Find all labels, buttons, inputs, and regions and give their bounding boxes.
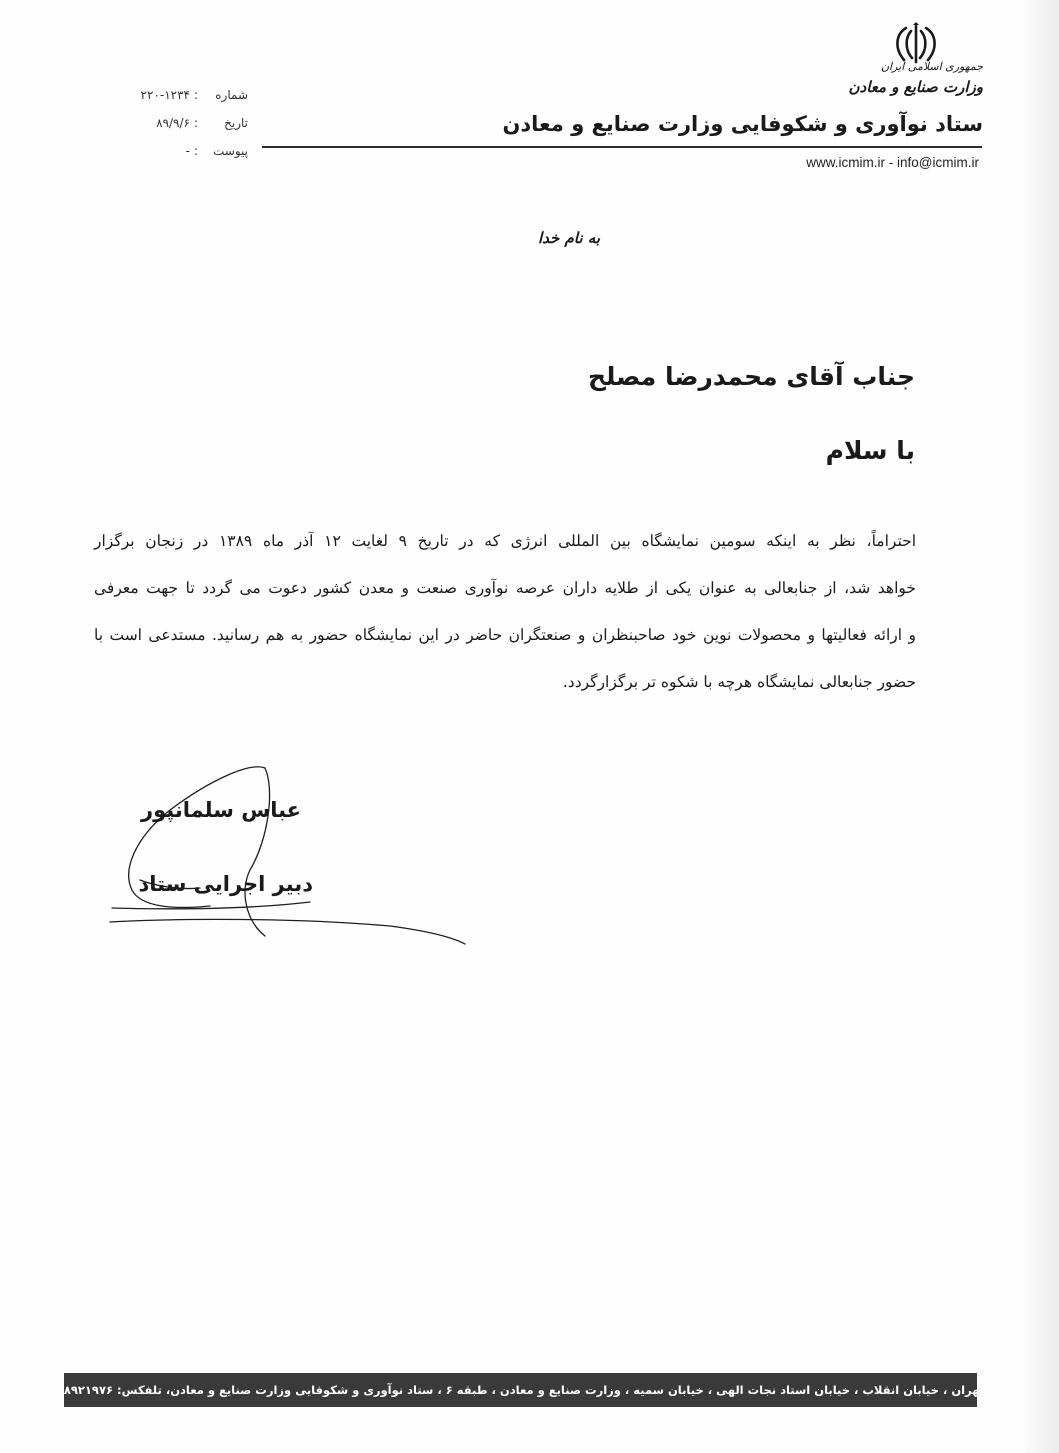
meta-date-row [110, 116, 248, 144]
ministry-line1: جمهوری اسلامی ایران [880, 60, 983, 73]
body-line: حضور جنابعالی نمایشگاه هرچه با شکوه تر برگزارگردد. [562, 673, 916, 691]
footer-bar [56, 1373, 985, 1407]
footer-address: تهران ، خیابان انقلاب ، خیابان استاد نجات الهی ، خیابان سمیه ، وزارت صنایع و معادن ، طبقه ۶ ، ستاد نوآوری و شکوفایی وزارت صنایع و معادن، تلفکس: ۸۸۹۲۱۹۷۶ [56, 1383, 985, 1397]
signer-name: عباس سلمانپور [141, 798, 301, 822]
recipient: جناب آقای محمدرضا مصلح [587, 362, 915, 391]
body-line: خواهد شد، از جنابعالی به عنوان یکی از طلایه داران عرصه نوآوری صنعت و معدن کشور دعوت می گردد تا جهت معرفی [94, 579, 916, 597]
page-edge-shadow [1025, 0, 1059, 1453]
body-line: احتراماً، نظر به اینکه سومین نمایشگاه بین المللی انرژی که در تاریخ ۹ لغایت ۱۲ آذر ماه ۱۳۸۹ در زنجان برگزار [94, 532, 917, 550]
signer-title: دبیر اجرایی ستاد [138, 872, 313, 896]
meta-attachment-label: پیوست [213, 144, 248, 158]
meta-attachment-value: - [185, 144, 190, 158]
meta-number-label: شماره [215, 88, 248, 102]
ministry-name: وزارت صنایع و معادن [848, 78, 983, 96]
meta-colon: : [193, 116, 199, 130]
greeting: با سلام [825, 436, 915, 465]
meta-attachment-row [110, 144, 248, 172]
meta-colon: : [193, 88, 199, 102]
letter-meta [110, 88, 248, 172]
meta-date-label: تاریخ [224, 116, 248, 130]
body-line: و ارائه فعالیتها و محصولات نوین خود صاحبنظران و صنعتگران حاضر در این نمایشگاه حضور به هم رسانید. مستدعی است با [94, 626, 916, 644]
organization-name: ستاد نوآوری و شکوفایی وزارت صنایع و معادن [502, 112, 983, 136]
meta-date-value: ۸۹/۹/۶ [156, 116, 190, 130]
meta-number-value: ۲۲۰-۱۲۳۴ [140, 88, 190, 102]
letter-body [94, 518, 916, 706]
basmala: به نام خدا [537, 229, 600, 247]
meta-colon: : [193, 144, 199, 158]
meta-number-row [110, 88, 248, 116]
header-divider [262, 146, 982, 148]
handwritten-signature [100, 760, 480, 960]
contact-info: www.icmim.ir - info@icmim.ir [806, 155, 979, 170]
